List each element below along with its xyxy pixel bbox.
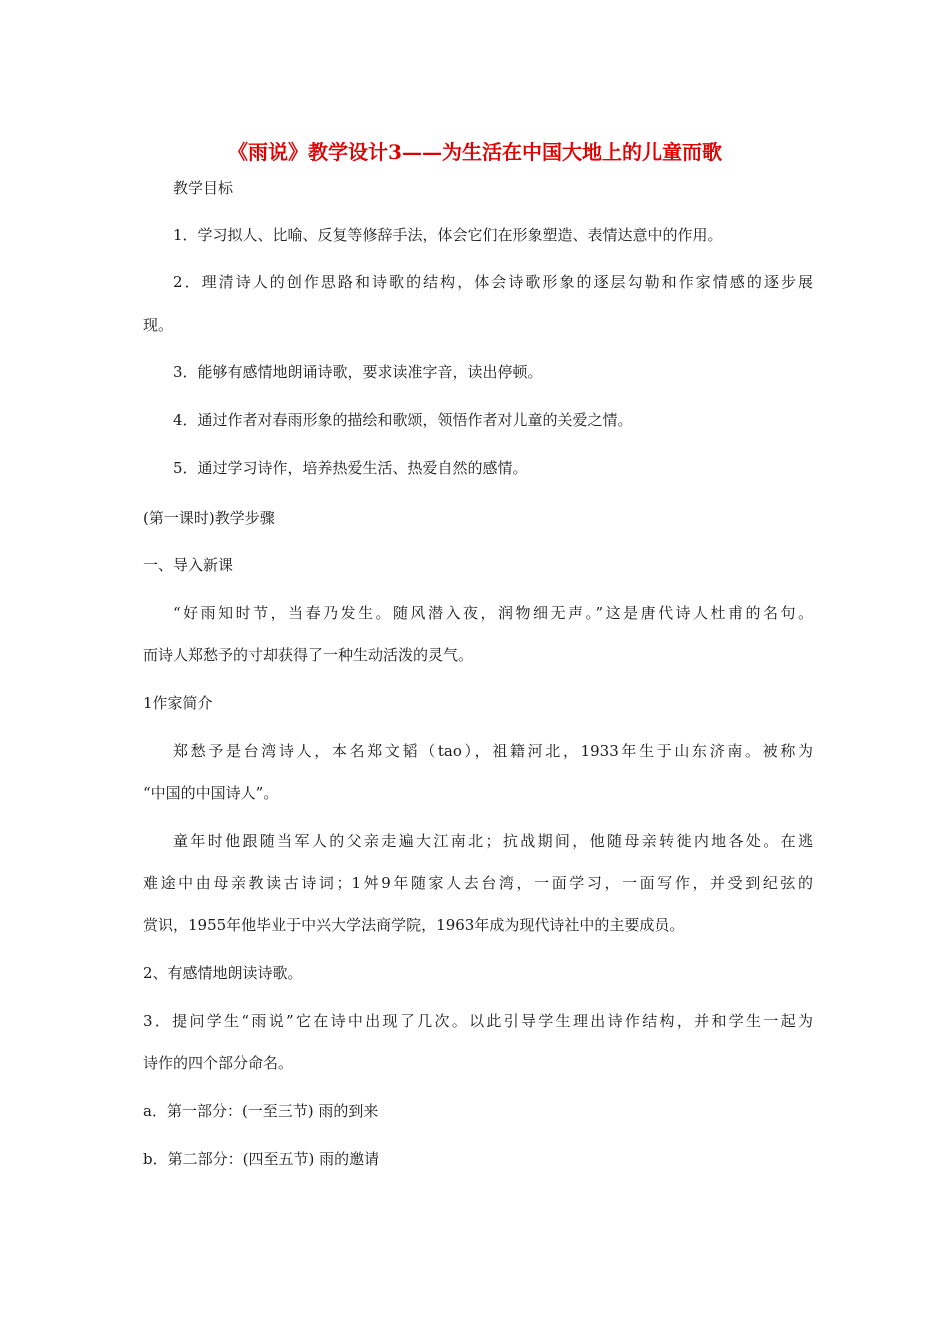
author-paragraph-2: 童年时他跟随当军人的父亲走遍大江南北；抗战期间，他随母亲转徙内地各处。在逃 xyxy=(173,832,813,850)
goal-item-1: 1．学习拟人、比喻、反复等修辞手法，体会它们在形象塑造、表情达意中的作用。 xyxy=(173,226,723,244)
author-paragraph-2-line-2: 难途中由母亲教读古诗词；1舛9年随家人去台湾，一面学习，一面写作，并受到纪弦的 xyxy=(143,874,813,892)
goal-item-2: 2．理清诗人的创作思路和诗歌的结构，体会诗歌形象的逐层勾勒和作家情感的逐步展 xyxy=(173,273,813,291)
heading-introduction: 一、导入新课 xyxy=(143,556,234,574)
goal-item-2-cont: 现。 xyxy=(143,316,174,334)
heading-author-intro: 1作家简介 xyxy=(143,694,213,712)
step-question-cont: 诗作的四个部分命名。 xyxy=(143,1054,294,1072)
heading-teaching-goals: 教学目标 xyxy=(173,179,234,197)
part-a: a．第一部分：(一至三节) 雨的到来 xyxy=(143,1102,379,1120)
author-paragraph-1-cont: “中国的中国诗人”。 xyxy=(143,784,279,802)
document-title: 《雨说》教学设计3——为生活在中国大地上的儿童而歌 xyxy=(228,140,722,164)
part-b: b．第二部分：(四至五节) 雨的邀请 xyxy=(143,1150,380,1168)
step-question: 3．提问学生“雨说”它在诗中出现了几次。以此引导学生理出诗作结构，并和学生一起为 xyxy=(143,1012,813,1030)
intro-paragraph-cont: 而诗人郑愁予的寸却获得了一种生动活泼的灵气。 xyxy=(143,646,474,664)
intro-paragraph: “好雨知时节，当春乃发生。随风潜入夜，润物细无声。”这是唐代诗人杜甫的名句。 xyxy=(173,604,813,622)
author-paragraph-2-line-3: 赏识，1955年他毕业于中兴大学法商学院，1963年成为现代诗社中的主要成员。 xyxy=(143,916,685,934)
goal-item-3: 3．能够有感情地朗诵诗歌，要求读准字音，读出停顿。 xyxy=(173,363,543,381)
goal-item-4: 4．通过作者对春雨形象的描绘和歌颂，领悟作者对儿童的关爱之情。 xyxy=(173,411,633,429)
heading-first-lesson-steps: (第一课时)教学步骤 xyxy=(143,509,275,527)
step-read-aloud: 2、有感情地朗读诗歌。 xyxy=(143,964,303,982)
author-paragraph-1: 郑愁予是台湾诗人，本名郑文韬（tao），祖籍河北，1933年生于山东济南。被称为 xyxy=(173,742,813,760)
goal-item-5: 5．通过学习诗作，培养热爱生活、热爱自然的感情。 xyxy=(173,459,528,477)
